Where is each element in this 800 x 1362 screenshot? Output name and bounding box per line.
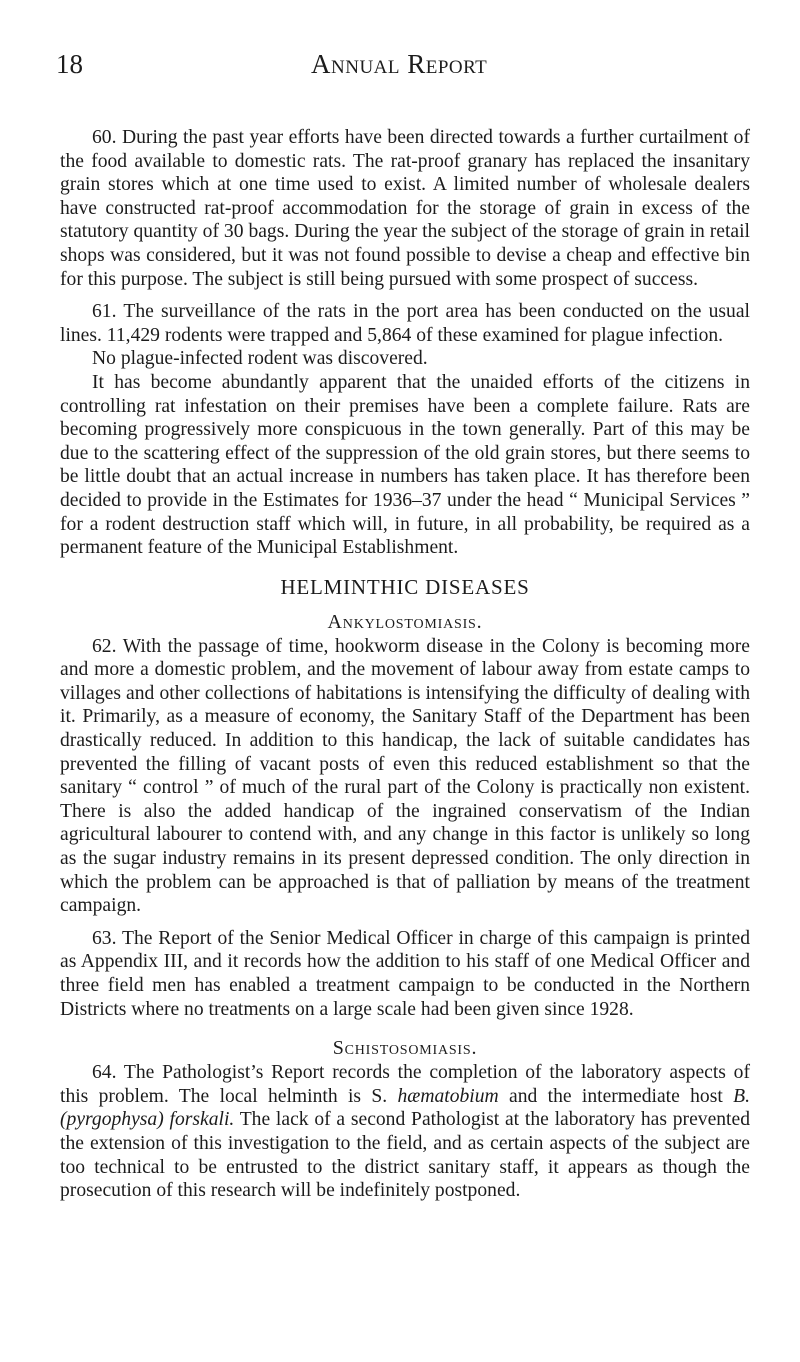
sub-heading-ankylostomiasis: Ankylostomiasis. (327, 610, 483, 633)
document-body (60, 126, 750, 1203)
page-header (56, 47, 716, 87)
species-name: hæmatobium (397, 1085, 499, 1107)
paragraph-64-text-a: 64. The Pathologist’s Report records the completion of the laboratory aspects of this problem. The local helminth is S. (60, 1062, 750, 1107)
paragraph-61-finding: No plague-infected rodent was discovered. (92, 348, 428, 370)
paragraph-61-continued-text: It has become abundantly apparent that the unaided efforts of the citizens in controlling rat infestation on their premises have been a complete failure. Rats are becoming progressively more conspicuous in the town generally. Part of this may be due to the scattering effect of the suppression of the old grain stores, but there seems to be little doubt that an actual increase in numbers has taken place. It has therefore been decided to provide in the Estimates for 1936–37 under the head “ Municipal Services ” for a rodent destruction staff which will, in future, in all probability, be required as a permanent feature of the Municipal Establishment. (60, 371, 750, 559)
paragraph-64-text-b: and the intermediate host (509, 1085, 723, 1107)
paragraph-61-continued (60, 371, 750, 560)
running-title: Annual Report (311, 49, 488, 79)
paragraph-60: 60. During the past year efforts have been directed towards a further curtailment of the food available to domestic rats. The rat-proof granary has replaced the insanitary grain stores which at one time used to exist. A limited number of wholesale dealers have constructed rat-proof accommodation for the storage of grain in excess of the statutory quantity of 30 bags. During the year the subject of the storage of grain in retail shops was considered, but it was not found possible to devise a cheap and effective bin for this purpose. The subject is still being pursued with some prospect of success. (60, 127, 750, 290)
paragraph-63: 63. The Report of the Senior Medical Officer in charge of this campaign is printed as Appendix III, and it records how the addition to his staff of one Medical Officer and three field men has enabled a treatment campaign to be conducted in the Northern Districts where no treatments on a large scale had been given since 1928. (60, 927, 750, 1020)
host-name: B. (pyrgophysa) forskali. (60, 1085, 750, 1131)
sub-heading-schistosomiasis: Schistosomiasis. (332, 1037, 478, 1060)
paragraph-64-text-c: The lack of a second Pathologist at the laboratory has prevented the extension of this investigation to the field, and as certain aspects of the subject are too technical to be entrusted to the district sanitary staff, it appears as though the prosecution of this research will be indefinitely postponed. (60, 1109, 750, 1202)
paragraph-62: 62. With the passage of time, hookworm disease in the Colony is becoming more and more a domestic problem, and the movement of labour away from estate camps to villages and other collections of habitations is intensifying the difficulty of dealing with it. Primarily, as a measure of economy, the Sanitary Staff of the Department has been drastically reduced. In addition to this handicap, the lack of suitable candidates has prevented the filling of vacant posts of even this reduced establishment so that the sanitary “ control ” of much of the rural part of the Colony is practically non existent. There is also the added handicap of the ingrained conservatism of the Indian agricultural labourer to contend with, and any change in this factor is unlikely so long as the sugar industry remains in its present depressed condition. The only direction in which the problem can be approached is that of palliation by means of the treatment campaign. (60, 635, 750, 917)
section-heading-helminthic: HELMINTHIC DISEASES (280, 574, 530, 599)
page-number: 18 (56, 49, 83, 79)
paragraph-64 (60, 1061, 750, 1203)
paragraph-61: 61. The surveillance of the rats in the port area has been conducted on the usual lines. 11,429 rodents were trapped and 5,864 of these examined for plague infection. (60, 301, 750, 346)
